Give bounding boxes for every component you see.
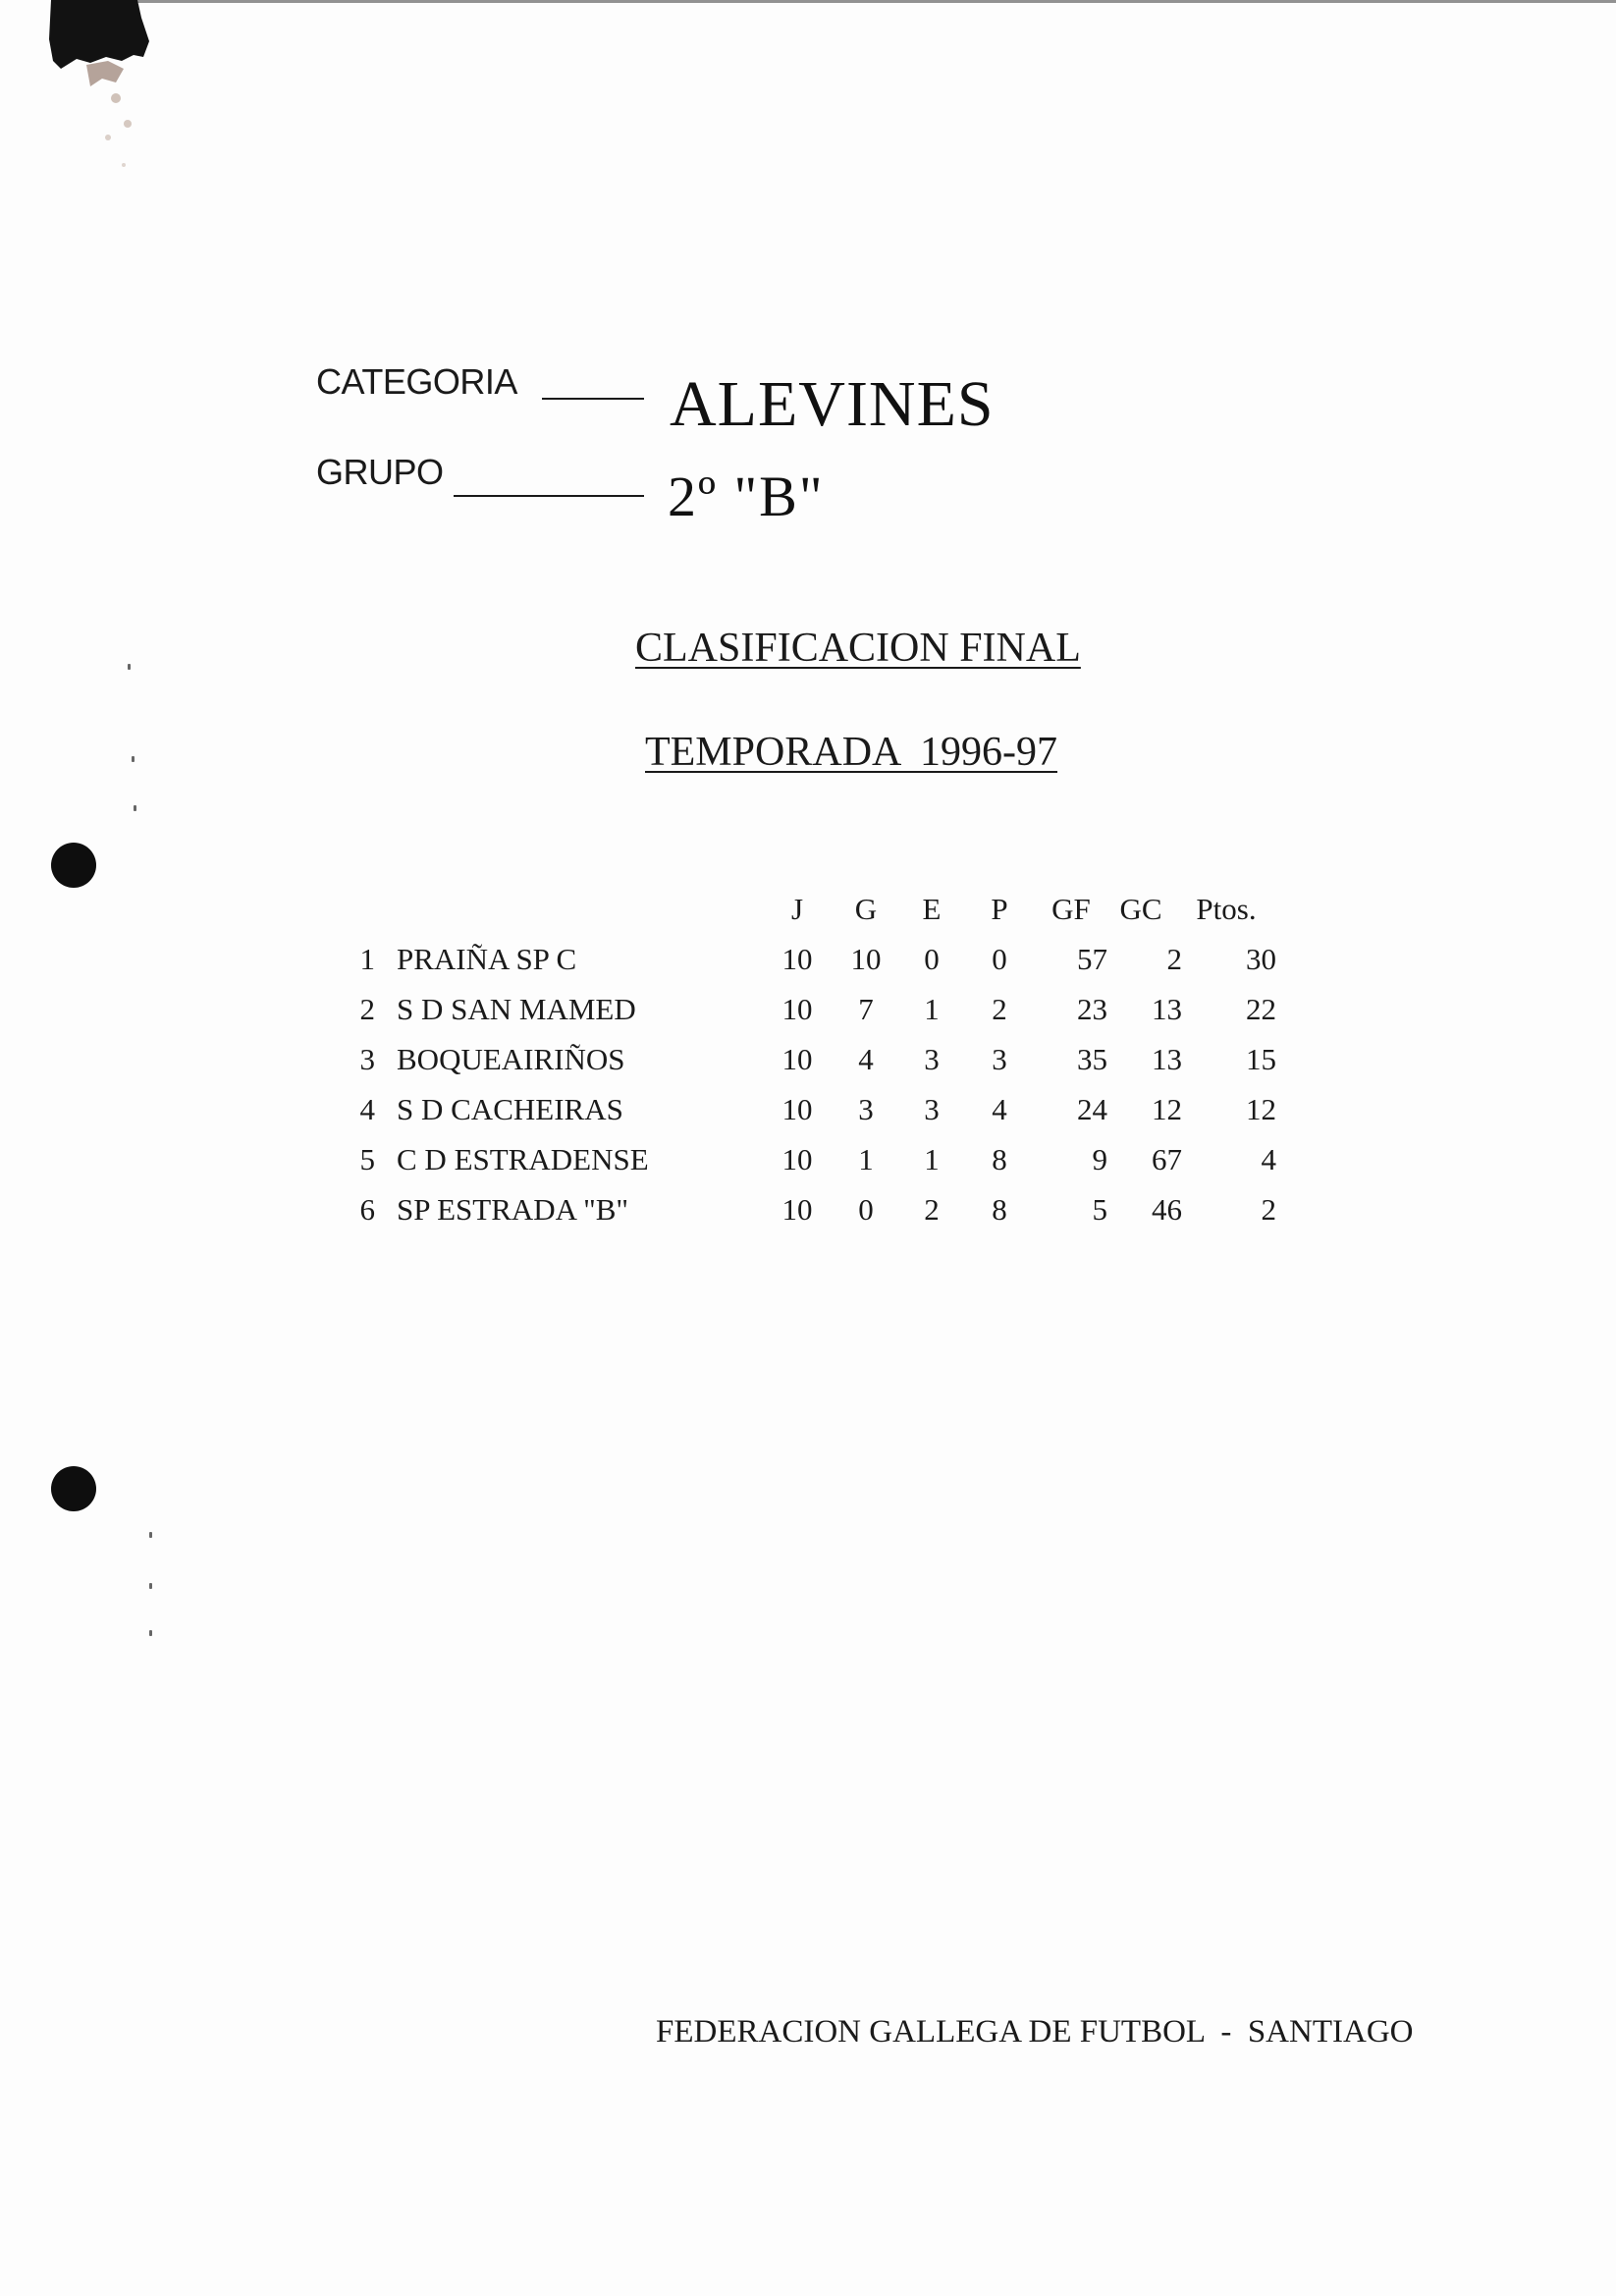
punch-hole — [51, 1466, 96, 1511]
goals-against-cell: 12 — [1152, 1092, 1182, 1126]
played-cell: 10 — [781, 1142, 813, 1176]
points-cell: 2 — [1261, 1192, 1276, 1227]
lost-cell: 8 — [992, 1192, 1007, 1227]
paper-speck — [134, 805, 136, 811]
lost-cell: 3 — [992, 1042, 1007, 1076]
lost-cell: 0 — [992, 942, 1007, 976]
column-header-e: E — [922, 892, 942, 926]
drawn-cell: 1 — [924, 992, 940, 1026]
categoria-label: CATEGORIA — [316, 361, 517, 402]
points-cell: 15 — [1246, 1042, 1276, 1076]
drawn-cell: 1 — [924, 1142, 940, 1176]
page-top-edge — [137, 0, 1616, 3]
paper-speck — [132, 756, 135, 762]
position-cell: 1 — [359, 942, 375, 976]
goals-against-cell: 13 — [1152, 992, 1182, 1026]
goals-against-cell: 67 — [1152, 1142, 1182, 1176]
goals-for-cell: 23 — [1077, 992, 1107, 1026]
goals-for-cell: 35 — [1077, 1042, 1107, 1076]
column-header-g: G — [854, 892, 878, 926]
position-cell: 5 — [359, 1142, 375, 1176]
won-cell: 0 — [858, 1192, 874, 1227]
corner-stain-mark — [47, 0, 155, 187]
column-header-j: J — [790, 892, 804, 926]
team-name-cell: SP ESTRADA "B" — [397, 1192, 629, 1227]
grupo-value: 2º "B" — [668, 465, 825, 528]
team-name-cell: S D SAN MAMED — [397, 992, 636, 1026]
team-name-cell: BOQUEAIRIÑOS — [397, 1042, 625, 1076]
column-header-pts: Ptos. — [1196, 892, 1257, 926]
goals-for-cell: 24 — [1077, 1092, 1107, 1126]
points-cell: 12 — [1246, 1092, 1276, 1126]
goals-against-cell: 13 — [1152, 1042, 1182, 1076]
team-name-cell: S D CACHEIRAS — [397, 1092, 623, 1126]
won-cell: 10 — [850, 942, 882, 976]
team-name-cell: C D ESTRADENSE — [397, 1142, 649, 1176]
points-cell: 30 — [1246, 942, 1276, 976]
categoria-underline — [542, 398, 644, 400]
column-header-gf: GF — [1051, 892, 1091, 926]
position-cell: 4 — [359, 1092, 375, 1126]
lost-cell: 4 — [992, 1092, 1007, 1126]
goals-for-cell: 5 — [1092, 1192, 1107, 1227]
won-cell: 1 — [858, 1142, 874, 1176]
drawn-cell: 3 — [924, 1042, 940, 1076]
played-cell: 10 — [781, 1092, 813, 1126]
won-cell: 4 — [858, 1042, 874, 1076]
position-cell: 3 — [359, 1042, 375, 1076]
played-cell: 10 — [781, 1192, 813, 1227]
won-cell: 3 — [858, 1092, 874, 1126]
played-cell: 10 — [781, 992, 813, 1026]
grupo-label: GRUPO — [316, 452, 444, 492]
goals-against-cell: 46 — [1152, 1192, 1182, 1227]
drawn-cell: 0 — [924, 942, 940, 976]
paper-speck — [149, 1532, 152, 1538]
season-heading: TEMPORADA 1996-97 — [645, 730, 1058, 775]
drawn-cell: 2 — [924, 1192, 940, 1227]
column-header-gc: GC — [1119, 892, 1162, 926]
position-cell: 6 — [359, 1192, 375, 1227]
points-cell: 22 — [1246, 992, 1276, 1026]
column-header-p: P — [991, 892, 1008, 926]
paper-speck — [149, 1630, 152, 1636]
lost-cell: 2 — [992, 992, 1007, 1026]
won-cell: 7 — [858, 992, 874, 1026]
title-heading: CLASIFICACION FINAL — [635, 626, 1081, 671]
points-cell: 4 — [1261, 1142, 1276, 1176]
punch-hole — [51, 843, 96, 888]
played-cell: 10 — [781, 942, 813, 976]
played-cell: 10 — [781, 1042, 813, 1076]
categoria-value: ALEVINES — [670, 368, 995, 440]
goals-for-cell: 57 — [1077, 942, 1107, 976]
grupo-underline — [454, 495, 644, 497]
federation-footer: FEDERACION GALLEGA DE FUTBOL - SANTIAGO — [656, 2014, 1414, 2050]
position-cell: 2 — [359, 992, 375, 1026]
team-name-cell: PRAIÑA SP C — [397, 942, 577, 976]
paper-speck — [149, 1583, 152, 1589]
goals-for-cell: 9 — [1092, 1142, 1107, 1176]
drawn-cell: 3 — [924, 1092, 940, 1126]
goals-against-cell: 2 — [1166, 942, 1182, 976]
paper-speck — [128, 664, 131, 670]
lost-cell: 8 — [992, 1142, 1007, 1176]
